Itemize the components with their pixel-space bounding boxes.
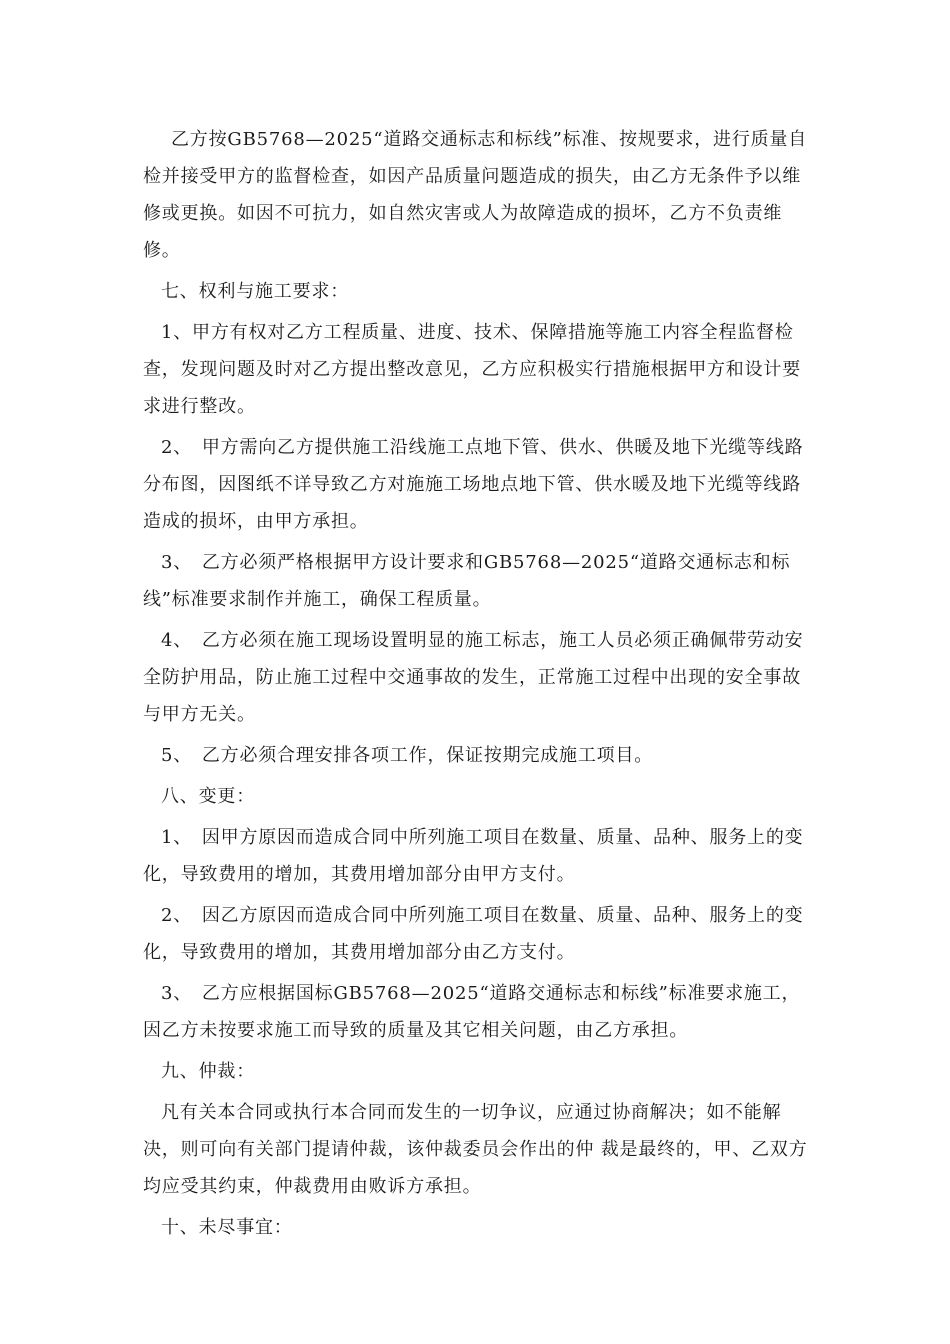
paragraph-quality-check: 乙方按GB5768—2025“道路交通标志和标线”标准、按规要求，进行质量自检并接受甲方的监督检查，如因产品质量问题造成的损失，由乙方无条件予以维修或更换。如因不可抗力，如自然灾害或人为故障造成的损坏，乙方不负责维修。	[143, 129, 808, 261]
paragraph-changes-1: 1、 因甲方原因而造成合同中所列施工项目在数量、质量、品种、服务上的变化，导致费用的增加，其费用增加部分由甲方支付。	[143, 827, 804, 885]
section-heading-other-matters: 十、未尽事宜：	[161, 1217, 293, 1238]
paragraph-rights-1: 1、甲方有权对乙方工程质量、进度、技术、保障措施等施工内容全程监督检查，发现问题及时对乙方提出整改意见，乙方应积极实行措施根据甲方和设计要求进行整改。	[143, 322, 801, 417]
section-heading-arbitration: 九、仲裁：	[161, 1061, 255, 1082]
paragraph-rights-3: 3、 乙方必须严格根据甲方设计要求和GB5768—2025“道路交通标志和标线”标准要求制作并施工，确保工程质量。	[143, 552, 791, 610]
paragraph-arbitration: 凡有关本合同或执行本合同而发生的一切争议，应通过协商解决；如不能解决，则可向有关部门提请仲裁，该仲裁委员会作出的仲 裁是最终的，甲、乙双方均应受其约束，仲裁费用由败诉方承担。	[143, 1102, 808, 1197]
paragraph-changes-3: 3、 乙方应根据国标GB5768—2025“道路交通标志和标线”标准要求施工，因乙方未按要求施工而导致的质量及其它相关问题，由乙方承担。	[143, 983, 801, 1041]
document-body	[143, 121, 811, 1250]
paragraph-changes-2: 2、 因乙方原因而造成合同中所列施工项目在数量、质量、品种、服务上的变化，导致费用的增加，其费用增加部分由乙方支付。	[143, 905, 804, 963]
paragraph-rights-5: 5、 乙方必须合理安排各项工作，保证按期完成施工项目。	[161, 745, 654, 766]
section-heading-rights: 七、权利与施工要求：	[161, 281, 349, 302]
paragraph-rights-2: 2、 甲方需向乙方提供施工沿线施工点地下管、供水、供暖及地下光缆等线路分布图，因图纸不详导致乙方对施施工场地点地下管、供水暖及地下光缆等线路造成的损坏，由甲方承担。	[143, 437, 804, 532]
paragraph-rights-4: 4、 乙方必须在施工现场设置明显的施工标志，施工人员必须正确佩带劳动安全防护用品，防止施工过程中交通事故的发生，正常施工过程中出现的安全事故与甲方无关。	[143, 630, 804, 725]
section-heading-changes: 八、变更：	[161, 786, 255, 807]
